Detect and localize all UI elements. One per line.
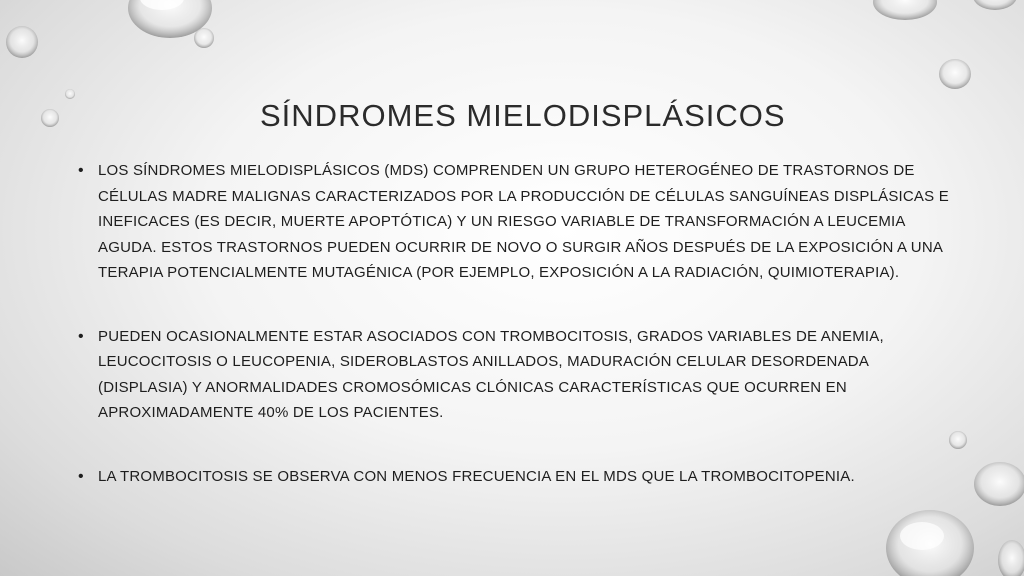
bullet-item [76,158,956,286]
drop-shape [939,59,971,89]
bullet-list [76,158,956,489]
drop-shape [65,89,75,99]
drop-shape [974,462,1024,506]
drop-shape [194,28,214,48]
bullet-text: LA TROMBOCITOSIS SE OBSERVA CON MENOS FRECUENCIA EN EL MDS QUE LA TROMBOCITOPENIA. [98,467,855,485]
bullet-text: LOS SÍNDROMES MIELODISPLÁSICOS (MDS) COMPRENDEN UN GRUPO HETEROGÉNEO DE TRASTORNOS DE CÉLULAS MADRE MALIGNAS CARACTERIZADOS POR LA PRODUCCIÓN DE CÉLULAS SANGUÍNEAS DISPLÁSICAS E INEFICACES (ES DECIR, MUERTE APOPTÓTICA) Y UN RIESGO VARIABLE DE TRANSFORMACIÓN A LEUCEMIA AGUDA. ESTOS TRASTORNOS PUEDEN OCURRIR DE NOVO O SURGIR AÑOS DESPUÉS DE LA EXPOSICIÓN A UNA TERAPIA POTENCIALMENTE MUTAGÉNICA (POR EJEMPLO, EXPOSICIÓN A LA RADIACIÓN, QUIMIOTERAPIA). [98,162,949,281]
drop-shape [886,510,974,576]
drop-shape [973,0,1017,10]
slide-title: SÍNDROMES MIELODISPLÁSICOS [260,98,786,133]
drop-shape [128,0,212,38]
drop-shape [900,522,944,550]
drop-shape [998,540,1024,576]
drop-shape [41,109,59,127]
bullet-dot: • [78,467,84,485]
drop-shape [6,26,38,58]
bullet-text: PUEDEN OCASIONALMENTE ESTAR ASOCIADOS CON TROMBOCITOSIS, GRADOS VARIABLES DE ANEMIA, LEUCOCITOSIS O LEUCOPENIA, SIDEROBLASTOS ANILLADOS, MADURACIÓN CELULAR DESORDENADA (DISPLASIA) Y ANORMALIDADES CROMOSÓMICAS CLÓNICAS CARACTERÍSTICAS QUE OCURREN EN APROXIMADAMENTE 40% DE LOS PACIENTES. [98,327,884,421]
bullet-dot: • [78,327,84,345]
drop-shape [140,0,184,10]
drop-shape [873,0,937,20]
bullet-item [76,464,956,490]
bullet-dot: • [78,162,84,179]
bullet-item [76,324,956,426]
